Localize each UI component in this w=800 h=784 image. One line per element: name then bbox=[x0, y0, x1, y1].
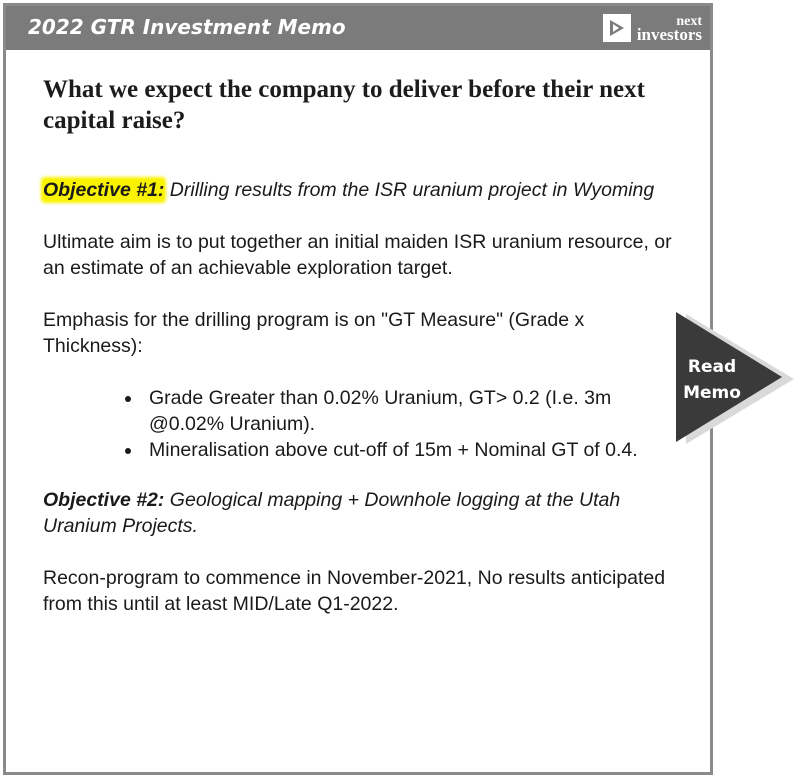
gt-criteria-list bbox=[43, 385, 683, 463]
objective-1-text: Drilling results from the ISR uranium project in Wyoming bbox=[164, 179, 655, 201]
read-memo-line-1: Read bbox=[687, 357, 737, 377]
objective-2 bbox=[43, 487, 683, 539]
memo-card bbox=[3, 3, 713, 775]
logo-line-2: investors bbox=[636, 25, 702, 44]
next-investors-logo bbox=[603, 12, 702, 44]
recon-paragraph: Recon-program to commence in November-2021, No results anticipated from this until at least MID/Late Q1-2022. bbox=[43, 567, 666, 615]
list-item: • Grade Greater than 0.02% Uranium, GT> 0.2 (I.e. 3m @0.02% Uranium). bbox=[143, 385, 683, 437]
objective-2-text: Geological mapping + Downhole logging at the Utah Uranium Projects. bbox=[43, 489, 621, 537]
objective-1 bbox=[43, 177, 683, 203]
memo-content bbox=[43, 74, 683, 643]
read-memo-line-2: Memo bbox=[683, 383, 741, 403]
list-item: • Mineralisation above cut-off of 15m + Nominal GT of 0.4. bbox=[143, 437, 683, 463]
read-memo-label bbox=[676, 354, 748, 406]
memo-title: 2022 GTR Investment Memo bbox=[28, 15, 346, 39]
header-bar bbox=[6, 6, 710, 50]
objective-1-label: Objective #1: bbox=[43, 179, 165, 201]
aim-paragraph: Ultimate aim is to put together an initial maiden ISR uranium resource, or an estimate of an achievable exploration target. bbox=[43, 231, 672, 279]
logo-wordmark bbox=[636, 14, 702, 44]
read-memo-button[interactable] bbox=[676, 312, 796, 446]
objective-2-label: Objective #2: bbox=[43, 489, 165, 511]
emphasis-paragraph: Emphasis for the drilling program is on "GT Measure" (Grade x Thickness): bbox=[43, 309, 585, 357]
play-arrow-icon bbox=[603, 14, 631, 42]
logo-line-1: next bbox=[676, 14, 702, 29]
memo-heading: What we expect the company to deliver before their next capital raise? bbox=[43, 76, 645, 134]
